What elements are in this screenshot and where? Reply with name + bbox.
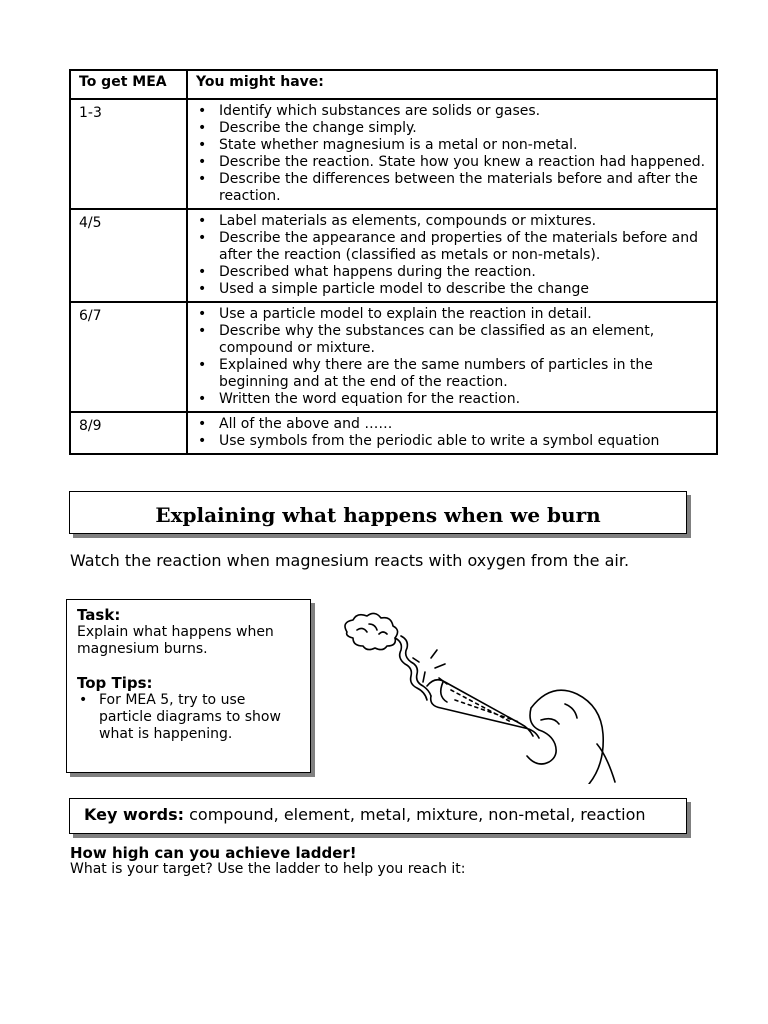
header-content: You might have: <box>187 70 717 99</box>
mea-criteria <box>187 302 717 412</box>
criteria-item: • Describe the differences between the materials before and after the reaction. <box>196 171 710 205</box>
criteria-item: • Use a particle model to explain the reaction in detail. <box>196 306 710 323</box>
criteria-item: • Describe the change simply. <box>196 120 710 137</box>
criteria-item: • All of the above and …… <box>196 416 710 433</box>
mea-level: 1-3 <box>70 99 187 209</box>
mea-level: 6/7 <box>70 302 187 412</box>
mea-criteria <box>187 209 717 302</box>
criteria-item: • Written the word equation for the reaction. <box>196 391 710 408</box>
mea-table-row <box>70 99 717 209</box>
mea-table <box>69 69 718 455</box>
mea-level: 4/5 <box>70 209 187 302</box>
mea-criteria <box>187 412 717 454</box>
criteria-item: • Describe why the substances can be classified as an element, compound or mixture. <box>196 323 710 357</box>
task-box <box>66 599 311 773</box>
burning-magnesium-illustration <box>335 612 620 784</box>
tip-item: • For MEA 5, try to use particle diagrams to show what is happening. <box>77 692 300 743</box>
intro-text: Watch the reaction when magnesium reacts with oxygen from the air. <box>70 551 630 570</box>
ladder-subtext: What is your target? Use the ladder to help you reach it: <box>70 861 466 877</box>
spark-icon <box>413 650 447 684</box>
key-words-box <box>69 798 687 834</box>
mea-table-header-row <box>70 70 717 99</box>
criteria-item: • Describe the reaction. State how you knew a reaction had happened. <box>196 154 710 171</box>
key-words-label: Key words: <box>84 805 185 824</box>
mea-level: 8/9 <box>70 412 187 454</box>
page-title: Explaining what happens when we burn <box>155 503 601 527</box>
magnesium-ribbon <box>395 638 427 700</box>
criteria-item: • State whether magnesium is a metal or non-metal. <box>196 137 710 154</box>
criteria-item: • Label materials as elements, compounds or mixtures. <box>196 213 710 230</box>
criteria-item: • Identify which substances are solids or gases. <box>196 103 710 120</box>
title-box <box>69 491 687 534</box>
criteria-item: • Used a simple particle model to describe the change <box>196 281 710 298</box>
criteria-item: • Described what happens during the reaction. <box>196 264 710 281</box>
mea-criteria <box>187 99 717 209</box>
smoke-icon <box>345 613 398 649</box>
mea-table-row <box>70 302 717 412</box>
key-words-list: compound, element, metal, mixture, non-metal, reaction <box>189 805 646 824</box>
tips-heading: Top Tips: <box>77 674 153 692</box>
ladder-heading: How high can you achieve ladder! <box>70 844 357 862</box>
criteria-item: • Use symbols from the periodic able to write a symbol equation <box>196 433 710 450</box>
criteria-item: • Explained why there are the same numbers of particles in the beginning and at the end of the reaction. <box>196 357 710 391</box>
criteria-item: • Describe the appearance and properties of the materials before and after the reaction (classified as metals or non-metals). <box>196 230 710 264</box>
tips-list <box>77 692 300 743</box>
task-heading: Task: <box>77 606 121 624</box>
mea-table-row <box>70 412 717 454</box>
header-level: To get MEA <box>70 70 187 99</box>
mea-table-row <box>70 209 717 302</box>
task-text: Explain what happens when magnesium burns. <box>77 624 274 657</box>
